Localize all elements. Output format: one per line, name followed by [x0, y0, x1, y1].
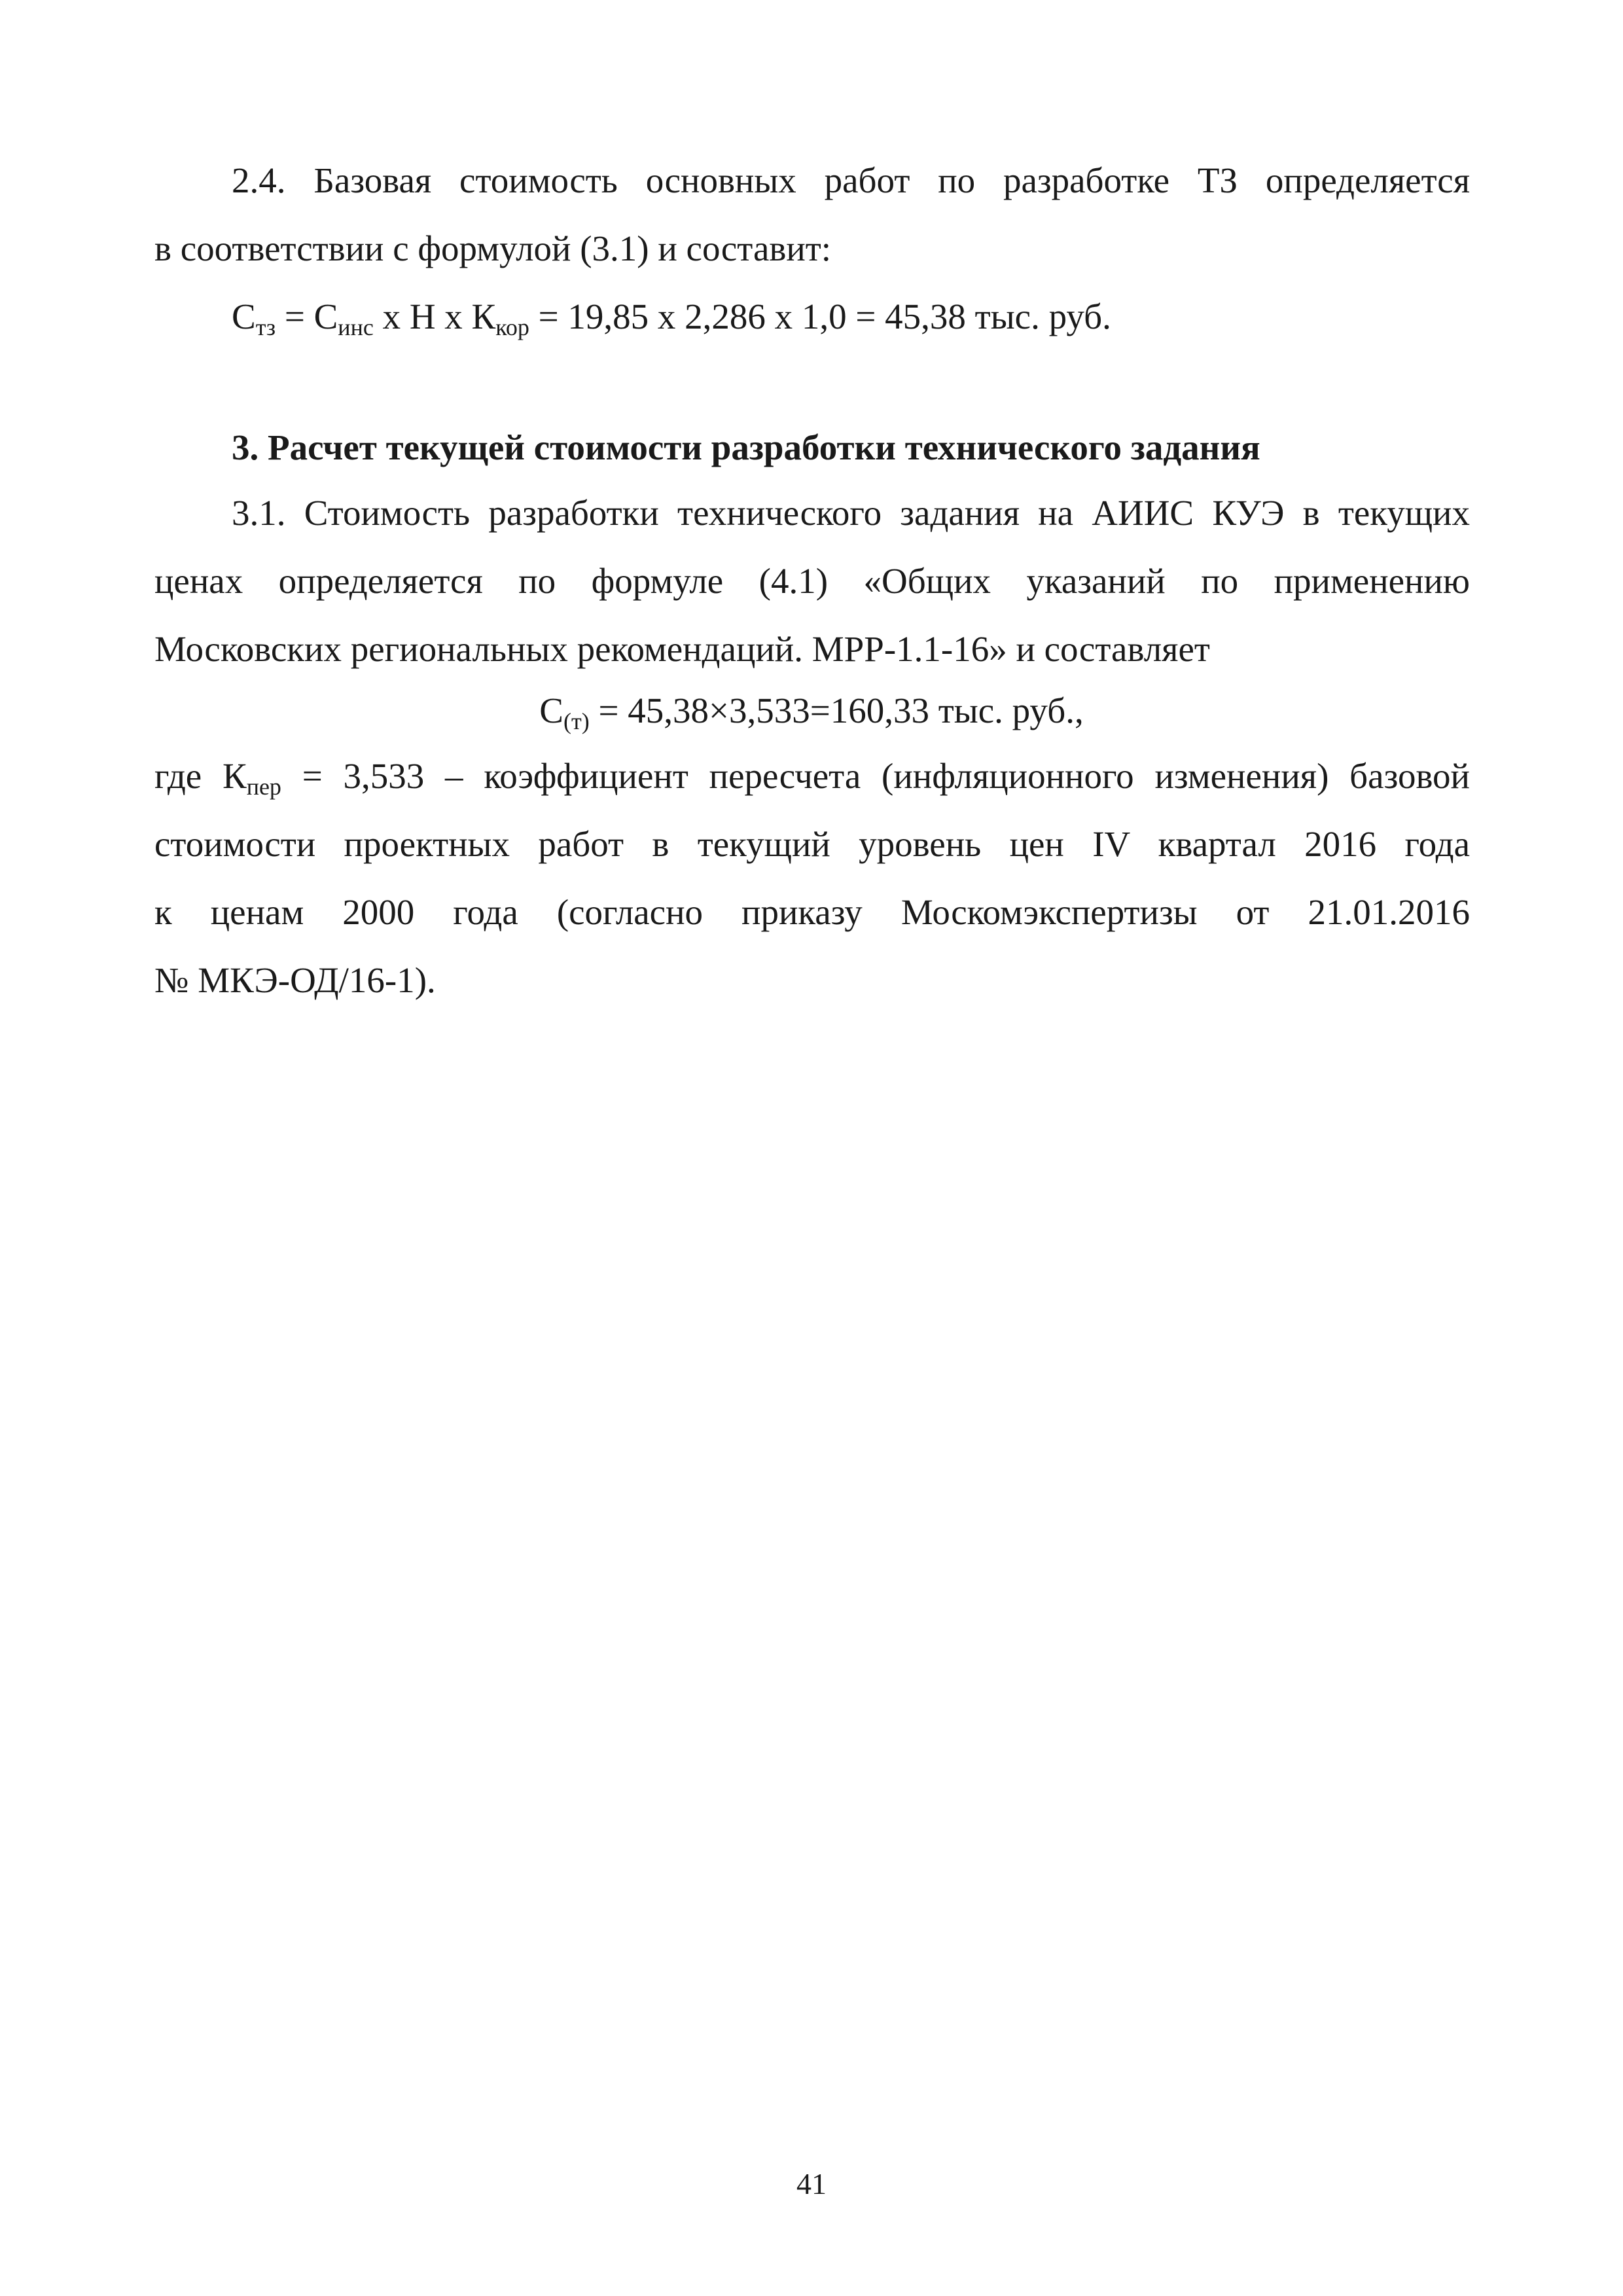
paragraph-2-4 [154, 147, 1470, 283]
section-heading: 3. Расчет текущей стоимости разработки технического задания [232, 427, 1260, 467]
subscript: (т) [563, 708, 590, 734]
paragraph-line: Московских региональных рекомендаций. МРР-1.1-16» и составляет [154, 629, 1210, 669]
paragraph-line: где $К_{пер} = 3,533$ – коэффициент пересчета (инфляционного изменения) базовой [154, 756, 1470, 800]
paragraph-line: 3.1. Стоимость разработки технического задания на АИИС КУЭ в текущих [232, 493, 1470, 533]
paragraph-3-1 [154, 479, 1470, 683]
paragraph-line: № МКЭ-ОД/16-1). [154, 960, 436, 1000]
paragraph-where [154, 742, 1470, 1014]
subscript: кор [495, 314, 529, 340]
page-number: 41 [796, 2167, 827, 2200]
formula-base-cost: $С_{тз} = С_{инс}$ x Н x $К_{кор} = 19,85$ x 2,286 x 1,0 = 45,38 тыс. руб. [232, 296, 1111, 340]
subscript: тз [255, 314, 276, 340]
paragraph-line: стоимости проектных работ в текущий уровень цен IV квартал 2016 года [154, 824, 1470, 864]
paragraph-line: ценах определяется по формуле (4.1) «Общих указаний по применению [154, 561, 1470, 601]
subscript: пер [246, 774, 281, 800]
formula-current-cost: $С_{(т)} = 45,38\times 3,533=160,33$ тыс. руб., [539, 691, 1084, 734]
paragraph-line: 2.4. Базовая стоимость основных работ по разработке ТЗ определяется [232, 160, 1470, 200]
paragraph-line: к ценам 2000 года (согласно приказу Москомэкспертизы от 21.01.2016 [154, 892, 1470, 932]
paragraph-line: в соответствии с формулой (3.1) и составит: [154, 228, 832, 268]
subscript: инс [338, 314, 374, 340]
